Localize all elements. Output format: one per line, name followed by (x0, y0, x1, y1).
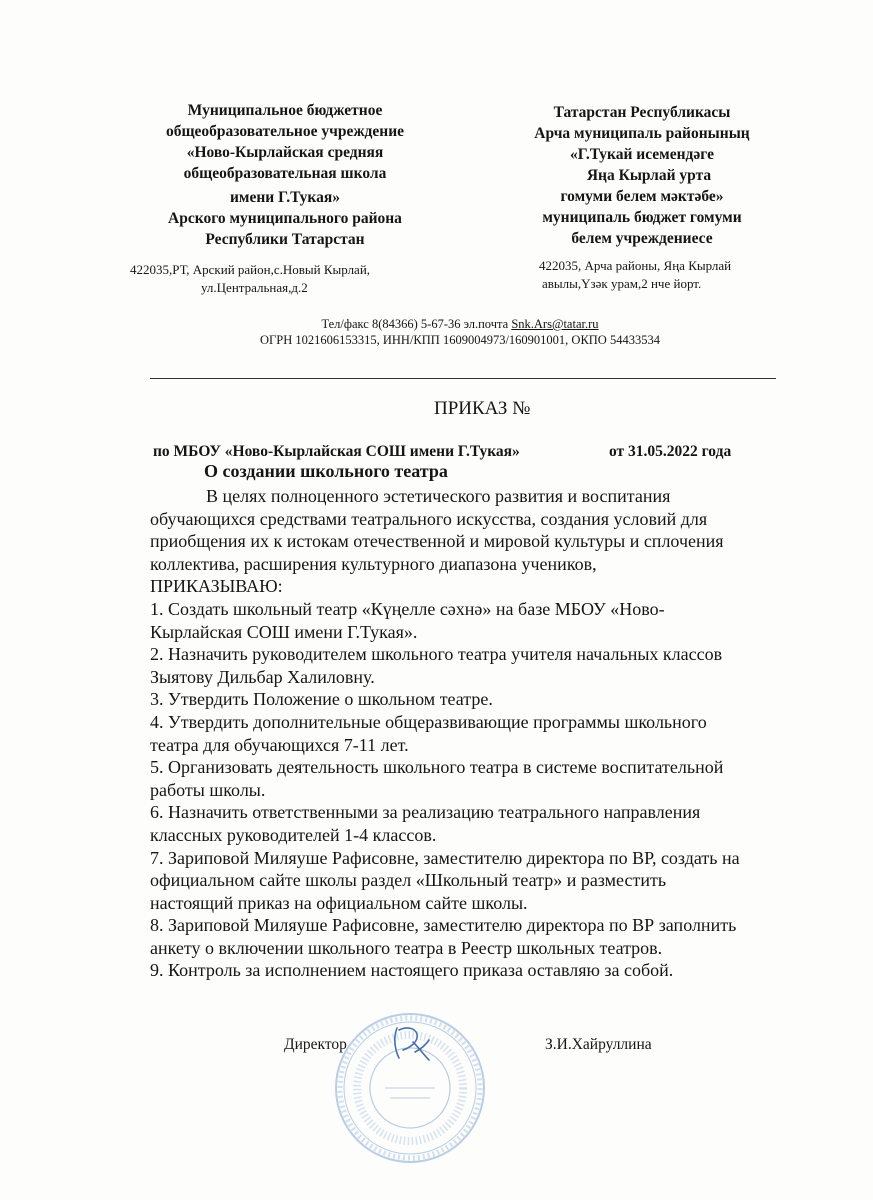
order-date: от 31.05.2022 года (609, 443, 732, 460)
header-right-line: гомуми белем мәктәбе» (560, 188, 724, 205)
header-left-address-2: ул.Центральная,д.2 (201, 280, 308, 295)
body-line: 6. Назначить ответственными за реализацию театрального направления (150, 802, 701, 823)
order-title: ПРИКАЗ № (434, 398, 531, 419)
phone-text: Тел/факс 8(84366) 5-67-36 эл.почта (321, 317, 512, 331)
order-subject: О создании школьного театра (204, 461, 448, 481)
body-line: настоящий приказ на официальном сайте школы. (150, 892, 528, 913)
body-line: 2. Назначить руководителем школьного театра учителя начальных классов (150, 644, 723, 665)
body-line: 1. Создать школьный театр «Күңелле сәхнә» на базе МБОУ «Ново- (150, 598, 665, 619)
header-left-line: имени Г.Тукая» (230, 189, 340, 206)
body-line: приобщения их к истокам отечественной и мировой культуры и сплочения (150, 531, 724, 552)
header-right-address-1: 422035, Арча районы, Яңа Кырлай (539, 258, 732, 273)
body-line: официальном сайте школы раздел «Школьный театр» и разместить (150, 870, 667, 891)
header-right-line: Татарстан Республикасы (553, 104, 731, 121)
header-right-address-2: авылы,Үзәк урам,2 нче йорт. (542, 276, 702, 291)
body-line: ПРИКАЗЫВАЮ: (150, 576, 283, 597)
header-right-line: муниципаль бюджет гомуми (542, 209, 742, 226)
contact-registry-line: ОГРН 1021606153315, ИНН/КПП 1609004973/160901001, ОКПО 54433534 (260, 333, 660, 347)
order-body (150, 485, 740, 982)
signature-name: З.И.Хайруллина (545, 1036, 652, 1053)
body-line: работы школы. (150, 779, 266, 800)
email-link[interactable]: Snk.Ars@tatar.ru (511, 317, 599, 331)
body-line: 4. Утвердить дополнительные общеразвивающие программы школьного (150, 711, 707, 732)
header-right-line: белем учреждениесе (571, 230, 713, 247)
signature-scribble (385, 1022, 435, 1068)
header-left-line: Арского муниципального района (168, 210, 402, 227)
header-right-line: Арча муниципаль районының (534, 125, 750, 142)
body-line: 5. Организовать деятельность школьного театра в системе воспитательной (150, 757, 724, 778)
header-left-line: общеобразовательная школа (183, 165, 387, 182)
header-left-line: общеобразовательное учреждение (165, 123, 405, 140)
header-left-line: Муниципальное бюджетное (187, 102, 383, 119)
header-left-address-1: 422035,РТ, Арский район,с.Новый Кырлай, (130, 262, 371, 277)
body-line: Зыятову Дильбар Халиловну. (150, 666, 375, 687)
header-left-line: «Ново-Кырлайская средняя (186, 144, 384, 161)
order-org: по МБОУ «Ново-Кырлайская СОШ имени Г.Тукая» (153, 443, 520, 460)
signature-role: Директор (284, 1036, 347, 1053)
body-line: 7. Зариповой Миляуше Рафисовне, заместителю директора по ВР, создать на (150, 847, 740, 868)
body-line: Кырлайская СОШ имени Г.Тукая». (150, 621, 418, 642)
body-line: коллектива, расширения культурного диапазона учеников, (150, 553, 597, 574)
header-divider (150, 378, 776, 379)
header-right-line: Яңа Кырлай урта (586, 167, 712, 184)
body-line: 9. Контроль за исполнением настоящего приказа оставляю за собой. (150, 960, 674, 981)
body-line: обучающихся средствами театрального искусства, создания условий для (150, 508, 708, 529)
body-line: театра для обучающихся 7-11 лет. (150, 734, 409, 755)
header-left (130, 100, 440, 250)
body-line: В целях полноценного эстетического развития и воспитания (206, 486, 671, 506)
body-line: анкету о включении школьного театра в Реестр школьных театров. (150, 937, 663, 958)
header-right-line: «Г.Тукай исемендәге (570, 146, 714, 163)
header-right (512, 102, 772, 249)
body-line: 8. Зариповой Миляуше Рафисовне, заместителю директора по ВР заполнить (150, 915, 737, 936)
header-left-line: Республики Татарстан (205, 231, 365, 248)
body-line: классных руководителей 1-4 классов. (150, 824, 437, 845)
body-line: 3. Утвердить Положение о школьном театре. (150, 689, 493, 710)
